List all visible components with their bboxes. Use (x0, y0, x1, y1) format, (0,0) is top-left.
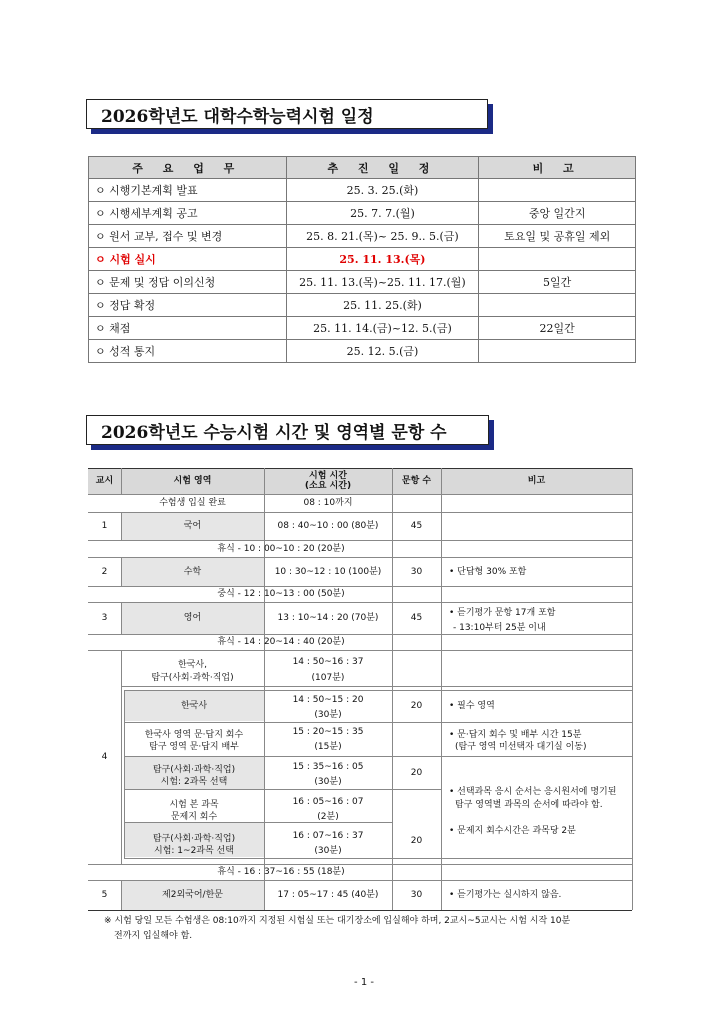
vline (632, 468, 633, 910)
time-end1-2: (2분) (317, 812, 339, 822)
area-inq2-1: 탐구(사회·과학·직업) (152, 834, 236, 844)
area-english: 영어 (183, 613, 202, 623)
period-5: 5 (101, 890, 108, 900)
remark-collect-2: (탐구 영역 미선택자 대기실 이동) (455, 742, 587, 752)
count-inq1: 20 (410, 768, 423, 778)
table-row-highlight (89, 248, 636, 271)
header-period: 교시 (95, 476, 114, 486)
hline (88, 650, 632, 651)
hline (124, 858, 632, 859)
section1-title-text: 2026학년도 대학수학능력시험 일정 (101, 106, 374, 127)
page-number: - 1 - (354, 977, 374, 988)
area-inq1-1: 탐구(사회·과학·직업) (152, 765, 236, 775)
time-collect-2: (15분) (314, 742, 342, 752)
header-note: 비 고 (479, 157, 636, 179)
area-end1-2: 문제지 회수 (170, 812, 218, 822)
count-korean: 45 (410, 521, 423, 531)
header-remark: 비고 (527, 476, 546, 486)
entry-area: 수험생 입실 완료 (159, 498, 226, 508)
date-cell: 25. 11. 13.(목) (286, 248, 479, 271)
time-end1-1: 16 : 05~16 : 07 (292, 797, 364, 807)
note-cell (479, 248, 636, 271)
time-korhist-2: (30분) (314, 710, 342, 720)
area-korhist: 한국사 (180, 701, 208, 711)
remark-inq-a2: 탐구 영역별 과목의 순서에 따라야 함. (455, 800, 603, 810)
date-cell: 25. 11. 25.(화) (286, 294, 479, 317)
lunch: 중식 - 12 : 10~13 : 00 (50분) (217, 589, 345, 599)
note-cell (479, 179, 636, 202)
task-cell: ㅇ 시행세부계획 공고 (89, 202, 287, 225)
header-date: 추 진 일 정 (286, 157, 479, 179)
area-collect-1: 한국사 영역 문·답지 회수 (144, 730, 244, 740)
remark-inq-a1: • 선택과목 응시 순서는 응시원서에 명기된 (449, 787, 617, 797)
date-cell: 25. 7. 7.(월) (286, 202, 479, 225)
area-inq2-2: 시험: 1~2과목 선택 (154, 846, 234, 856)
remark-inq-b: • 문제지 회수시간은 과목당 2분 (449, 826, 576, 836)
header-count: 문항 수 (401, 476, 432, 486)
time-foreign: 17 : 05~17 : 45 (40분) (277, 890, 379, 900)
note-cell: 22일간 (479, 317, 636, 340)
hline (124, 756, 632, 757)
count-korhist: 20 (410, 701, 423, 711)
time-math: 10 : 30~12 : 10 (100분) (274, 566, 382, 577)
header-area: 시험 영역 (173, 476, 212, 486)
time-inq2-2: (30분) (314, 846, 342, 856)
note-cell (479, 294, 636, 317)
p4-area1: 한국사, (178, 660, 207, 670)
date-cell: 25. 12. 5.(금) (286, 340, 479, 363)
task-cell: ㅇ 정답 확정 (89, 294, 287, 317)
time-english: 13 : 10~14 : 20 (70분) (277, 613, 379, 623)
footnote-line1: ※ 시험 당일 모든 수험생은 08:10까지 지정된 시험실 또는 대기장소에 입실해야 하며, 2교시~5교시는 시험 시작 10분 (104, 916, 571, 926)
period-2: 2 (101, 566, 108, 577)
task-cell: ㅇ 시행기본계획 발표 (89, 179, 287, 202)
hline (124, 822, 392, 823)
date-cell: 25. 8. 21.(목)~ 25. 9.. 5.(금) (286, 225, 479, 248)
task-cell: ㅇ 원서 교부, 접수 및 변경 (89, 225, 287, 248)
p4-time1: 14 : 50~16 : 37 (292, 657, 364, 667)
remark-math: • 단답형 30% 포함 (449, 566, 527, 577)
table-row (89, 271, 636, 294)
note-cell: 중앙 일간지 (479, 202, 636, 225)
p4-area2: 탐구(사회·과학·직업) (151, 673, 234, 683)
time-inq1-1: 15 : 35~16 : 05 (292, 762, 364, 772)
note-cell: 5일간 (479, 271, 636, 294)
table-row (89, 294, 636, 317)
table-row (89, 179, 636, 202)
area-math: 수학 (183, 566, 202, 577)
section1-title (86, 99, 488, 129)
table-row (89, 317, 636, 340)
remark-foreign: • 듣기평가는 실시하지 않음. (449, 890, 562, 900)
break-3: 휴식 - 16 : 37~16 : 55 (18분) (217, 867, 345, 877)
date-cell: 25. 3. 25.(화) (286, 179, 479, 202)
hline (124, 789, 441, 790)
remark-korhist: • 필수 영역 (449, 701, 495, 711)
area-end1-1: 시험 본 과목 (169, 800, 219, 810)
period-1: 1 (101, 521, 108, 531)
time-collect-1: 15 : 20~15 : 35 (292, 727, 364, 737)
area-collect-2: 탐구 영역 문·답지 배부 (149, 742, 239, 752)
count-foreign: 30 (410, 890, 423, 900)
task-cell: ㅇ 시험 실시 (89, 248, 287, 271)
time-inq2-1: 16 : 07~16 : 37 (292, 831, 364, 841)
time-inq1-2: (30분) (314, 777, 342, 787)
task-cell: ㅇ 문제 및 정답 이의신청 (89, 271, 287, 294)
hline (121, 686, 632, 687)
hline (124, 722, 632, 723)
table-row (89, 340, 636, 363)
time-korhist-1: 14 : 50~15 : 20 (292, 695, 364, 705)
header-task: 주 요 업 무 (89, 157, 287, 179)
table-row (89, 225, 636, 248)
section2-title-text: 2026학년도 수능시험 시간 및 영역별 문항 수 (101, 422, 447, 443)
note-cell: 토요일 및 공휴일 제외 (479, 225, 636, 248)
break-1: 휴식 - 10 : 00~10 : 20 (20분) (217, 543, 345, 554)
task-cell: ㅇ 성적 통지 (89, 340, 287, 363)
note-cell (479, 340, 636, 363)
schedule-header-row (89, 157, 636, 179)
date-cell: 25. 11. 13.(목)~25. 11. 17.(월) (286, 271, 479, 294)
period-4: 4 (101, 752, 108, 762)
table-row (89, 202, 636, 225)
header-time: 시험 시간 (소요 시간) (304, 471, 352, 491)
section2-title (86, 415, 489, 445)
period-3: 3 (101, 613, 108, 623)
schedule-table (88, 156, 636, 363)
area-korean: 국어 (183, 521, 202, 531)
hline (88, 910, 632, 911)
area-foreign: 제2외국어/한문 (162, 890, 223, 900)
p4-time2: (107분) (311, 673, 345, 683)
count-english: 45 (410, 613, 423, 623)
footnote-line2: 전까지 입실해야 함. (114, 931, 193, 941)
count-math: 30 (410, 566, 423, 577)
remark-english-1: • 듣기평가 문항 17개 포함 (449, 608, 556, 618)
task-cell: ㅇ 채점 (89, 317, 287, 340)
area-inq1-2: 시험: 2과목 선택 (160, 777, 228, 787)
date-cell: 25. 11. 14.(금)~12. 5.(금) (286, 317, 479, 340)
count-inq2: 20 (410, 835, 423, 846)
break-2: 휴식 - 14 : 20~14 : 40 (20분) (217, 637, 345, 647)
remark-collect-1: • 문·답지 회수 및 배부 시간 15분 (449, 730, 582, 740)
remark-english-2: - 13:10부터 25분 이내 (453, 623, 546, 633)
entry-time: 08 : 10까지 (303, 498, 353, 508)
vline (441, 468, 442, 910)
time-korean: 08 : 40~10 : 00 (80분) (277, 521, 379, 531)
